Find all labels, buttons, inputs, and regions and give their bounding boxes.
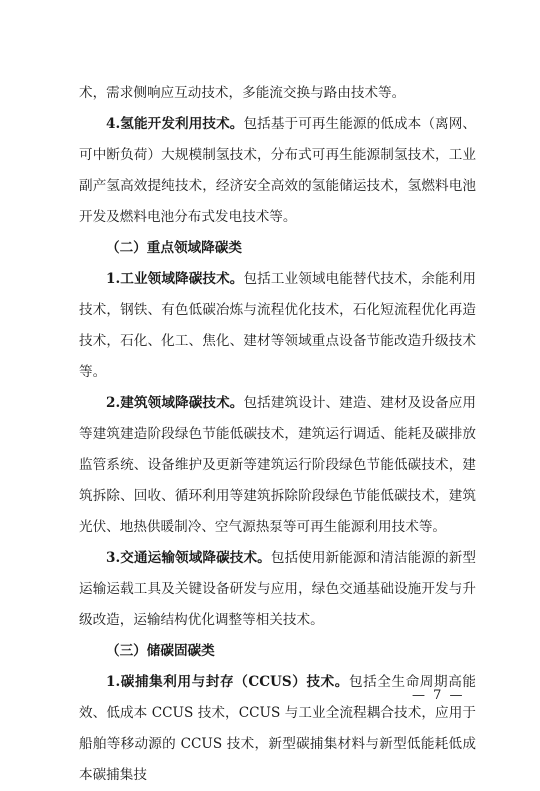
paragraph-text: 包括建筑设计、建造、建材及设备应用等建筑建造阶段绿色节能低碳技术，建筑运行调适、能耗及碳排放监管系统、设备维护及更新等建筑运行阶段绿色节能低碳技术，建筑拆除、回收、循环利用等建筑拆除阶段绿色节能低碳技术，建筑光伏、地热供暖制冷、空气源热泵等可再生能源利用技术等。: [79, 395, 476, 535]
paragraph-text: 术，需求侧响应互动技术，多能流交换与路由技术等。: [79, 85, 406, 101]
section-heading: [79, 233, 476, 264]
paragraph-text: 包括工业领域电能替代技术，余能利用技术，钢铁、有色低碳冶炼与流程优化技术，石化短流程优化再造技术，石化、化工、焦化、建材等领域重点设备节能改造升级技术等。: [79, 271, 476, 380]
page-number: — 7 —: [412, 688, 465, 703]
paragraph-term: 1.工业领域降碳技术。: [106, 271, 244, 287]
paragraph: [79, 388, 476, 543]
paragraph: [79, 78, 476, 109]
paragraph-text: 包括基于可再生能源的低成本（离网、可中断负荷）大规模制氢技术，分布式可再生能源制氢技术，工业副产氢高效提纯技术，经济安全高效的氢能储运技术，氢燃料电池开发及燃料电池分布式发电技术等。: [79, 116, 476, 225]
paragraph-term: 3.交通运输领域降碳技术。: [106, 550, 271, 566]
paragraph-term: 4.氢能开发利用技术。: [106, 116, 244, 132]
section-heading-text: （二）重点领域降碳类: [106, 240, 242, 256]
paragraph: [79, 543, 476, 636]
paragraph-term: 2.建筑领域降碳技术。: [106, 395, 244, 411]
paragraph: [79, 109, 476, 233]
section-heading: [79, 636, 476, 667]
paragraph-text: 包括使用新能源和清洁能源的新型运输运载工具及关键设备研发与应用，绿色交通基础设施开发与升级改造，运输结构优化调整等相关技术。: [79, 550, 476, 628]
paragraph: [79, 264, 476, 388]
section-heading-text: （三）储碳固碳类: [106, 643, 215, 659]
paragraph-text: 包括全生命周期高能效、低成本 CCUS 技术，CCUS 与工业全流程耦合技术，应用于船舶等移动源的 CCUS 技术，新型碳捕集材料与新型低能耗低成本碳捕集技: [79, 674, 476, 783]
paragraph-term: 1.碳捕集利用与封存（CCUS）技术。: [106, 674, 349, 690]
